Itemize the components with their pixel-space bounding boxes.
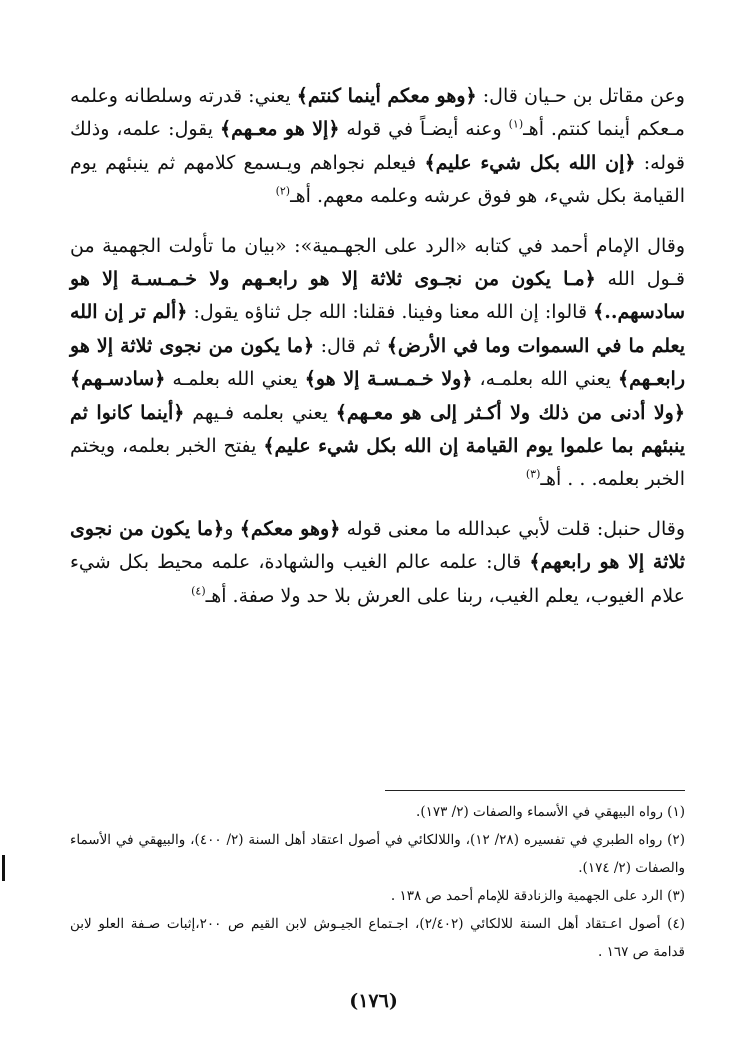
footnote-item [70,798,685,826]
footnote-number: (٣) [667,888,685,904]
footnote-ref: (٤) [191,584,206,598]
footnote-number: (١) [667,804,685,820]
footnote-item [70,910,685,966]
text-run: وقال الإمام أحمد في كتابه «الرد على الجهـمية»: «بيان ما تأولت الجهمية من قـول الله [70,234,685,291]
footnote-text: رواه البيهقي في الأسماء والصفات (٢/ ١٧٣). [416,804,663,820]
footnote-text: أصول اعـتقاد أهل السنة للالكائي (٢/٤٠٢)، اجـتماع الجيـوش لابن القيم ص ٢٠٠،إثبات صـفة العلو لابن قدامة ص ١٦٧ . [70,916,685,960]
footnote-text: الرد على الجهمية والزنادقة للإمام أحمد ص ١٣٨ . [390,888,663,904]
text-run: وعنه أيضـاً في قوله [339,118,509,141]
text-run: ثم قال: [314,334,387,357]
text-run: وعن مقاتل بن حـيان قال: [476,85,685,107]
text-run: يفتح الخبر بعلمه، ويختم الخبر بعلمه. . . أهـ [70,435,685,491]
text-run: يعني الله بعلمـه [165,368,305,391]
footnote-ref: (١) [508,118,524,132]
quran-quote: ﴿ما يكون من نجوى ثلاثة إلا هو رابعـهم﴾ [70,334,685,391]
footnote-ref: (٢) [275,184,291,198]
quran-quote: ﴿أينما كانوا ثم ينبئهم بما علموا يوم القيامة إن الله بكل شيء عليم﴾ [70,401,685,458]
paragraph [70,80,685,214]
text-run: قالوا: إن الله معنا وفينا. فقلنا: الله جل ثناؤه يقول: [187,301,594,324]
footnote-text: رواه الطبري في تفسيره (٢٨/ ١٢)، واللالكائي في أصول اعتقاد أهل السنة (٢/ ٤٠٠)، والبيهقي في الأسماء والصفات (٢/ ١٧٤). [70,832,685,876]
quran-quote: ﴿مـا يكون من نجـوى ثلاثة إلا هو رابعـهم ولا خـمـسـة إلا هو سادسهم..﴾ [70,268,685,324]
footnote-separator [385,790,685,791]
text-run: فيعلم نجواهم ويـسمع كلامهم ثم ينبئهم يوم القيامة بكل شيء، هو فوق عرشه وعلمه معهم. أهـ [70,151,685,208]
page-number: (١٧٦) [349,990,398,1012]
footnote-number: (٢) [667,832,685,848]
text-run: يعني الله بعلمـه، [472,368,618,391]
quran-quote: ﴿وهو معكم أينما كنتم﴾ [296,85,477,107]
text-run: يقول: علمه، وذلك قوله: [70,118,685,174]
quran-quote: ﴿ألم تر إن الله يعلم ما في السموات وما في الأرض﴾ [70,301,685,357]
footnote-item [70,826,685,882]
quran-quote: ﴿إلا هو معـهم﴾ [219,118,340,141]
quran-quote: ﴿ولا خـمـسـة إلا هو﴾ [304,368,473,391]
quran-quote: ﴿ولا أدنى من ذلك ولا أكـثر إلى هو معـهم﴾ [335,401,685,424]
quran-quote: ﴿سادسـهم﴾ [70,368,166,391]
quran-quote: ﴿وهو معكم﴾ [239,517,341,540]
paragraph [70,230,685,497]
footnote-ref: (٣) [525,468,541,482]
scan-edge-mark [2,855,5,881]
body-text [70,80,685,613]
quran-quote: ﴿ما يكون من نجوى ثلاثة إلا هو رابعهم﴾ [70,517,685,574]
paragraph [70,513,685,613]
quran-quote: ﴿إن الله بكل شيء عليم﴾ [424,151,636,174]
text-run: و [224,517,240,540]
text-run: قال: علمه عالم الغيب والشهادة، علمه محيط بكل شيء علام الغيوب، يعلم الغيب، ربنا على العرش بلا حد ولا صفة. أهـ [70,551,685,607]
text-run: يعني بعلمه فـيهم [184,401,336,424]
footnotes [70,798,685,966]
text-run: يعني: قدرته وسلطانه وعلمه مـعكم أينما كنتم. أهـ [70,85,685,141]
text-run: وقال حنبل: قلت لأبي عبدالله ما معنى قوله [340,517,686,540]
footnote-number: (٤) [667,916,685,932]
footnote-item [70,882,685,910]
